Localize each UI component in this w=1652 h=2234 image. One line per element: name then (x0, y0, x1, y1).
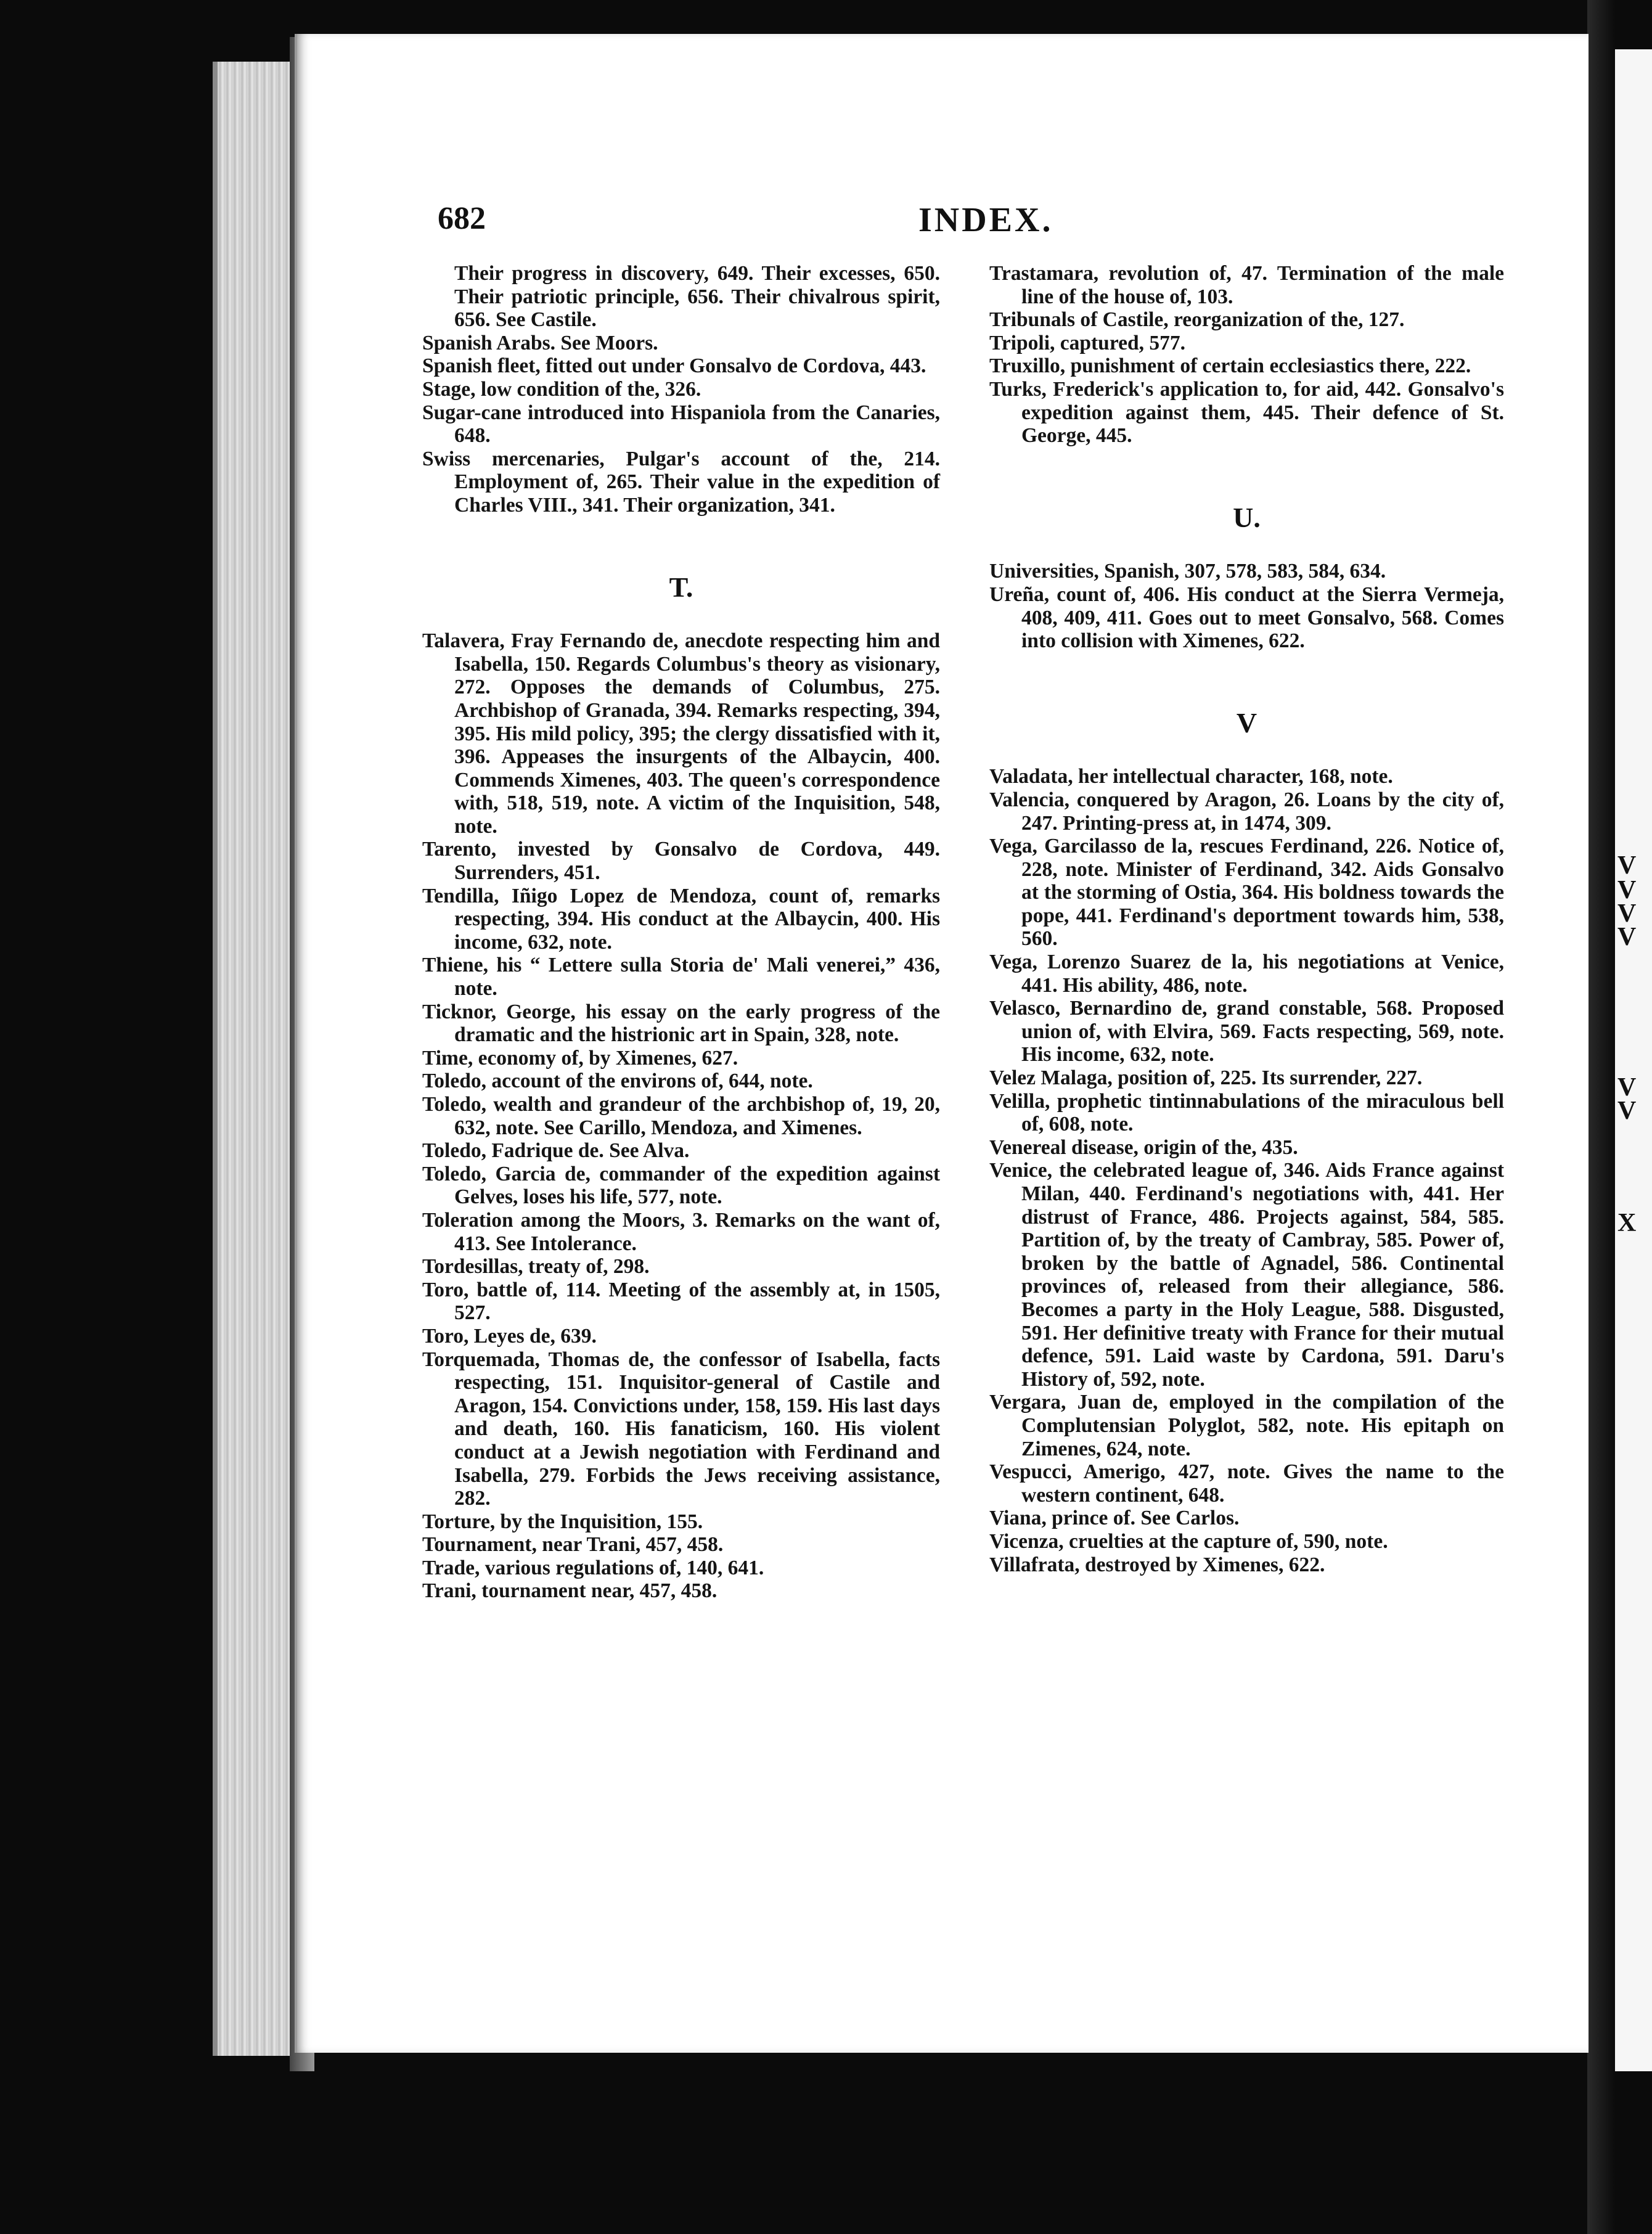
index-entry: Viana, prince of. See Carlos. (989, 1507, 1240, 1530)
index-entry: Truxillo, punishment of certain ecclesiastics there, 222. (989, 354, 1471, 378)
index-entry: Vergara, Juan de, employed in the compilation of the Complutensian Polyglot, 582, note. His epitaph on Zimenes, 624, note. (989, 1391, 1504, 1460)
index-entry: Sugar-cane introduced into Hispaniola from the Canaries, 648. (422, 401, 940, 448)
index-entry: Toleration among the Moors, 3. Remarks on the want of, 413. See Intolerance. (422, 1208, 940, 1255)
index-entry: Venice, the celebrated league of, 346. Aids France against Milan, 440. Ferdinand's negotiations with, 441. Her distrust of France, 486. Projects against, 584, 585. Partition of, by the treaty of Cambray, 585. Power of, broken by the battle of Agnadel, 586. Continental provinces of, released from their allegiance, 586. Becomes a party in the Holy League, 588. Disgusted, 591. Her definitive treaty with France for their mutual defence, 591. Laid waste by Cardona, 591. Daru's History of, 592, note. (989, 1159, 1504, 1391)
index-entry: Time, economy of, by Ximenes, 627. (422, 1046, 738, 1070)
index-entry: Talavera, Fray Fernando de, anecdote respecting him and Isabella, 150. Regards Columbus's theory as visionary, 272. Opposes the demands of Columbus, 275. Archbishop of Granada, 394. Remarks respecting, 394, 395. His mild policy, 395; the clergy dissatisfied with it, 396. Appeases the insurgents of the Albaycin, 400. Commends Ximenes, 403. The queen's correspondence with, 518, 519, note. A victim of the Inquisition, 548, note. (422, 629, 940, 838)
facing-page-fragment: V (1617, 1097, 1637, 1125)
index-entry: Spanish fleet, fitted out under Gonsalvo de Cordova, 443. (422, 354, 926, 378)
facing-page-fragment: X (1617, 1209, 1637, 1237)
left-column (422, 262, 940, 1603)
index-entry: Thiene, his “ Lettere sulla Storia de' Mali venerei,” 436, note. (422, 954, 940, 1000)
index-entry: Venereal disease, origin of the, 435. (989, 1135, 1298, 1159)
index-entry: Torture, by the Inquisition, 155. (422, 1510, 703, 1533)
index-entry: Torquemada, Thomas de, the confessor of Isabella, facts respecting, 151. Inquisitor-general of Castile and Aragon, 154. Convictions under, 158, 159. His last days and death, 160. His fanaticism, 160. His violent conduct at a Jewish negotiation with Ferdinand and Isabella, 279. Forbids the Jews receiving assistance, 282. (422, 1348, 940, 1510)
index-entry: Tribunals of Castile, reorganization of the, 127. (989, 308, 1405, 332)
index-entry: Valencia, conquered by Aragon, 26. Loans by the city of, 247. Printing-press at, in 1474, 309. (989, 788, 1504, 835)
index-entry: Toledo, account of the environs of, 644, note. (422, 1070, 813, 1093)
index-entry: Vicenza, cruelties at the capture of, 590, note. (989, 1529, 1388, 1553)
index-entry: Villafrata, destroyed by Ximenes, 622. (989, 1553, 1325, 1576)
index-entry: Tendilla, Iñigo Lopez de Mendoza, count of, remarks respecting, 394. His conduct at the Albaycin, 400. His income, 632, note. (422, 884, 940, 954)
index-entry: Swiss mercenaries, Pulgar's account of the, 214. Employment of, 265. Their value in the expedition of Charles VIII., 341. Their organization, 341. (422, 447, 940, 517)
facing-page-fragment: V (1617, 851, 1637, 880)
facing-page-strip (1615, 49, 1652, 2071)
index-entry: Universities, Spanish, 307, 578, 583, 584, 634. (989, 560, 1386, 583)
section-letter-u: U. (1233, 501, 1261, 533)
index-entry: Vega, Garcilasso de la, rescues Ferdinand, 226. Notice of, 228, note. Minister of Ferdinand, 342. Aids Gonsalvo at the storming of Ostia, 364. His boldness towards the pope, 441. Ferdinand's deportment towards him, 538, 560. (989, 835, 1504, 951)
index-entry: Toro, battle of, 114. Meeting of the assembly at, in 1505, 527. (422, 1278, 940, 1325)
index-entry: Stage, low condition of the, 326. (422, 377, 701, 401)
facing-page-fragment: V (1617, 899, 1637, 928)
index-entry: Ureña, count of, 406. His conduct at the Sierra Vermeja, 408, 409, 411. Goes out to meet Gonsalvo, 568. Comes into collision with Ximenes, 622. (989, 583, 1504, 653)
index-entry: Vespucci, Amerigo, 427, note. Gives the name to the western continent, 648. (989, 1460, 1504, 1507)
index-entry: Trade, various regulations of, 140, 641. (422, 1556, 764, 1579)
index-entry: Velez Malaga, position of, 225. Its surrender, 227. (989, 1066, 1423, 1090)
running-head: INDEX. (918, 201, 1053, 239)
section-letter-v: V (1236, 706, 1257, 739)
index-entry: Turks, Frederick's application to, for aid, 442. Gonsalvo's expedition against them, 445. Their defence of St. George, 445. (989, 377, 1504, 448)
facing-page-fragment: V (1617, 923, 1637, 951)
index-entry: Valadata, her intellectual character, 168, note. (989, 765, 1393, 788)
index-entry: Spanish Arabs. See Moors. (422, 331, 658, 354)
index-entry: Toledo, Garcia de, commander of the expedition against Gelves, loses his life, 577, note. (422, 1162, 940, 1209)
index-entry: Toledo, wealth and grandeur of the archbishop of, 19, 20, 632, note. See Carillo, Mendoza, and Ximenes. (422, 1093, 940, 1139)
index-entry: Velasco, Bernardino de, grand constable, 568. Proposed union of, with Elvira, 569. Facts respecting, 569, note. His income, 632, note. (989, 997, 1504, 1066)
facing-page-fragment: V (1617, 1073, 1637, 1102)
page-header (438, 200, 1529, 243)
index-entry: Tripoli, captured, 577. (989, 331, 1185, 354)
index-entry: Tordesillas, treaty of, 298. (422, 1255, 650, 1279)
right-column (989, 262, 1504, 1576)
index-entry: Trani, tournament near, 457, 458. (422, 1579, 718, 1603)
index-entry: Their progress in discovery, 649. Their excesses, 650. Their patriotic principle, 656. Their chivalrous spirit, 656. See Castile. (454, 262, 940, 332)
index-entry: Tarento, invested by Gonsalvo de Cordova, 449. Surrenders, 451. (422, 838, 940, 885)
index-entry: Toro, Leyes de, 639. (422, 1324, 597, 1348)
section-letter-t: T. (669, 571, 693, 603)
gutter-shadow (1587, 0, 1615, 2234)
index-entry: Tournament, near Trani, 457, 458. (422, 1533, 724, 1557)
index-entry: Ticknor, George, his essay on the early progress of the dramatic and the histrionic art in Spain, 328, note. (422, 1000, 940, 1047)
index-entry: Toledo, Fadrique de. See Alva. (422, 1139, 690, 1163)
page-number: 682 (438, 201, 486, 236)
index-entry: Trastamara, revolution of, 47. Termination of the male line of the house of, 103. (989, 262, 1504, 308)
index-entry: Velilla, prophetic tintinnabulations of the miraculous bell of, 608, note. (989, 1089, 1504, 1136)
index-entry: Vega, Lorenzo Suarez de la, his negotiations at Venice, 441. His ability, 486, note. (989, 951, 1504, 997)
facing-page-fragment: V (1617, 876, 1637, 904)
